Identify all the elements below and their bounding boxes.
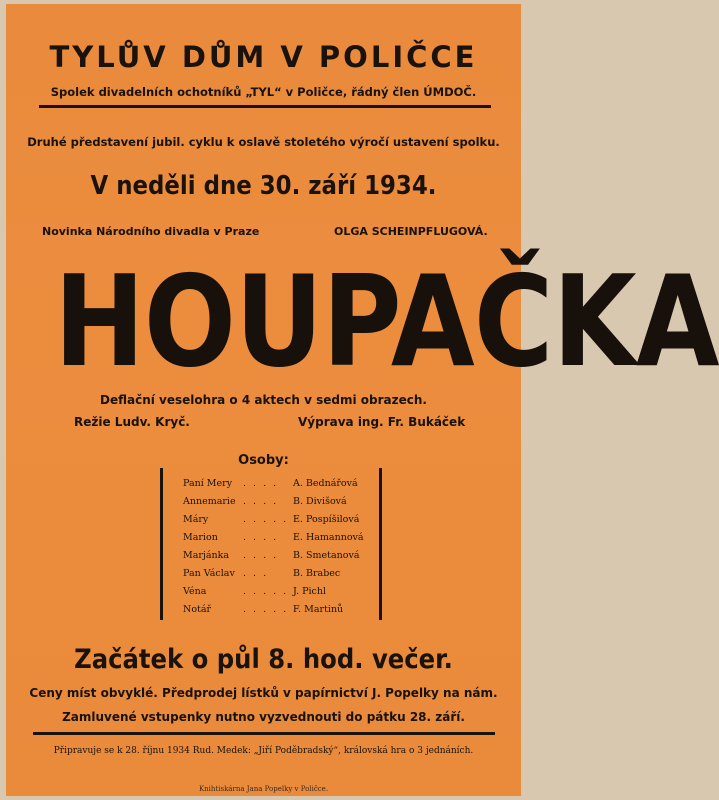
cast-role: Annemarie <box>183 496 236 507</box>
dot-leader: . . . <box>243 568 269 579</box>
header-title: TYLŮV DŮM V POLIČCE <box>49 40 478 74</box>
dot-leader: . . . . <box>243 496 279 507</box>
cast-row <box>183 586 373 604</box>
cast-role: Máry <box>183 514 209 525</box>
cast-row <box>183 604 373 622</box>
cast-actor: J. Pichl <box>293 586 327 597</box>
dot-leader: . . . . <box>243 532 279 543</box>
cast-role: Paní Mery <box>183 478 233 489</box>
cast-actor: B. Divišová <box>293 496 347 507</box>
cast-heading: Osoby: <box>238 453 289 468</box>
cast-actor: F. Martinů <box>293 604 344 615</box>
play-title: HOUPAČKA <box>54 248 719 395</box>
cast-role: Véna <box>183 586 207 597</box>
dot-leader: . . . . <box>243 478 279 489</box>
direction-credit: Režie Ludv. Kryč. <box>74 415 190 429</box>
ticket-info: Ceny míst obvyklé. Předprodej lístků v papírnictví J. Popelky na nám. <box>29 686 498 700</box>
cast-actor: E. Hamannová <box>293 532 364 543</box>
cast-list <box>160 468 382 620</box>
upcoming-performance: Připravuje se k 28. říjnu 1934 Rud. Medek: „Jiří Poděbradský“, královská hra o 3 jednáních. <box>53 746 474 756</box>
cast-row <box>183 568 373 586</box>
header-subtitle: Spolek divadelních ochotníků „TYL“ v Poličce, řádný člen ÚMDOČ. <box>50 85 477 99</box>
footer-divider <box>33 732 495 735</box>
poster <box>6 4 719 796</box>
dot-leader: . . . . <box>243 550 279 561</box>
start-time: Začátek o půl 8. hod. večer. <box>74 644 453 675</box>
author-name: OLGA SCHEINPFLUGOVÁ. <box>334 225 488 238</box>
novelty-label: Novinka Národního divadla v Praze <box>42 225 260 238</box>
cast-actor: B. Smetanová <box>293 550 360 561</box>
cast-role: Marion <box>183 532 218 543</box>
printer-imprint: Knihtiskárna Jana Popelky v Poličce. <box>198 785 329 793</box>
dot-leader: . . . . . <box>243 586 289 597</box>
dot-leader: . . . . . <box>243 514 289 525</box>
header-divider <box>39 105 491 108</box>
reservation-info: Zamluvené vstupenky nutno vyzvednouti do pátku 28. září. <box>62 710 465 724</box>
cast-actor: B. Brabec <box>293 568 341 579</box>
performance-date: V neděli dne 30. září 1934. <box>90 171 437 201</box>
cast-row <box>183 550 373 568</box>
genre-line: Deflační veselohra o 4 aktech v sedmi obrazech. <box>100 393 427 407</box>
dot-leader: . . . . . <box>243 604 289 615</box>
cast-role: Notář <box>183 604 212 615</box>
announcement: Druhé představení jubil. cyklu k oslavě stoletého výročí ustavení spolku. <box>27 135 500 149</box>
cast-actor: A. Bednářová <box>293 478 358 489</box>
cast-row <box>183 532 373 550</box>
cast-row <box>183 478 373 496</box>
cast-role: Marjánka <box>183 550 230 561</box>
design-credit: Výprava ing. Fr. Bukáček <box>298 415 466 429</box>
cast-role: Pan Václav <box>183 568 235 579</box>
cast-row <box>183 514 373 532</box>
cast-actor: E. Pospíšilová <box>293 514 360 525</box>
cast-row <box>183 496 373 514</box>
